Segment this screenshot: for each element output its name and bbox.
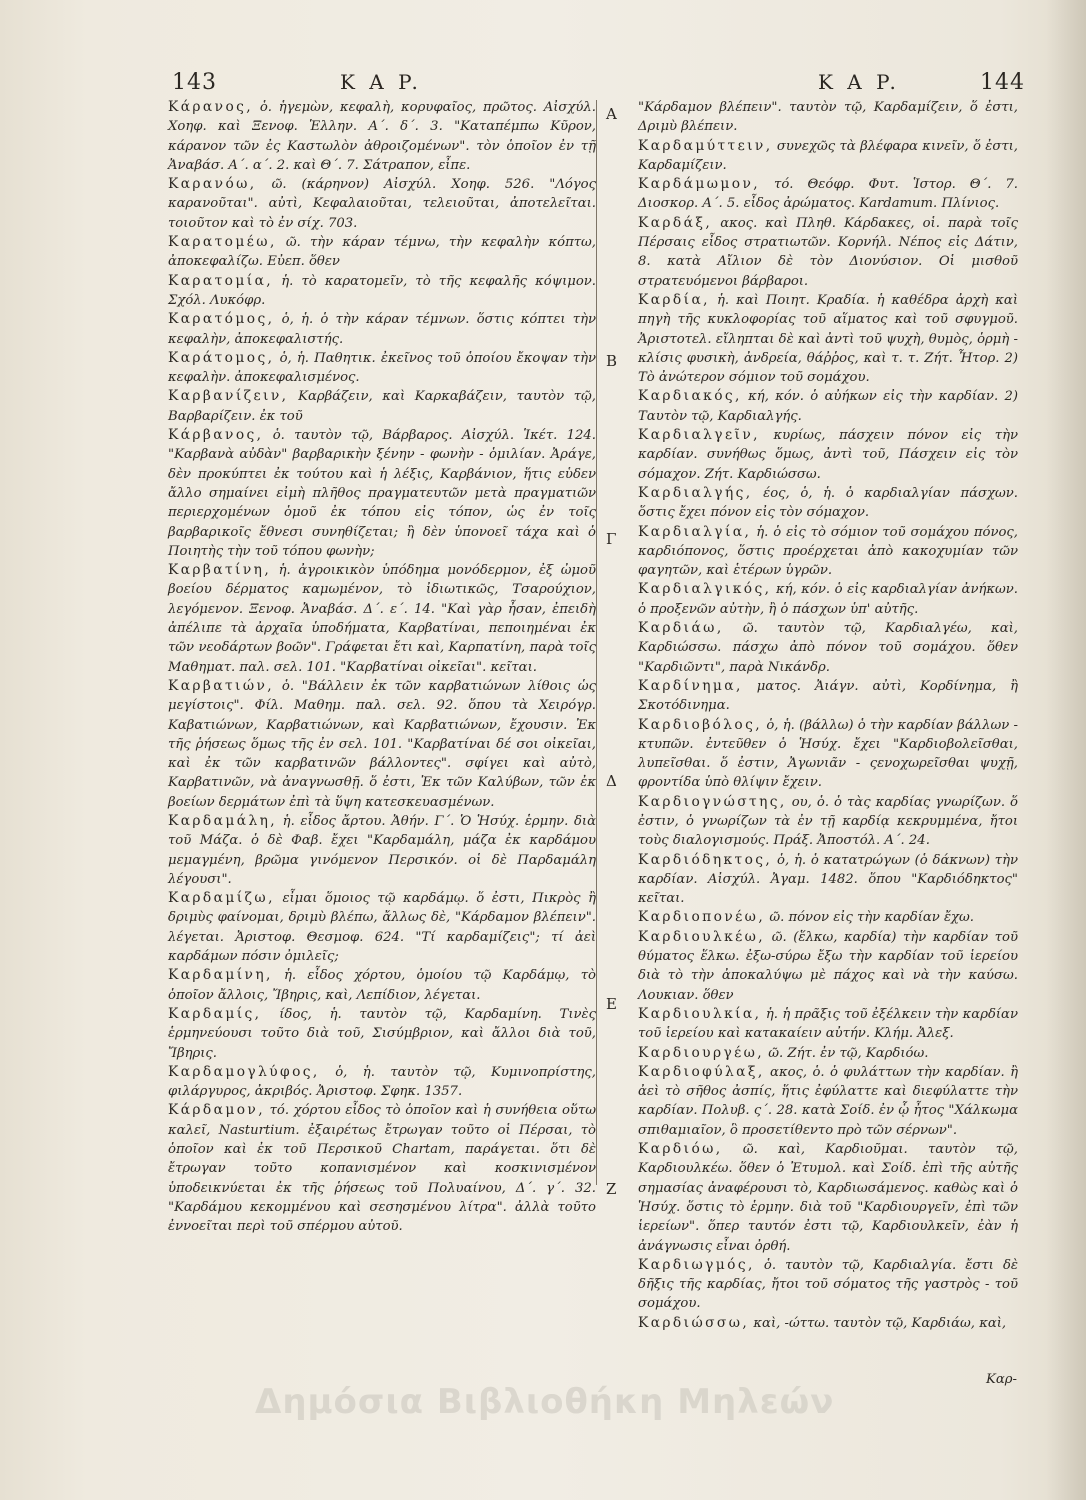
page-number-left: 143 — [172, 70, 217, 95]
margin-section-letter: A — [606, 105, 617, 123]
margin-section-letter: E — [606, 995, 617, 1013]
entry-definition: κυρίως, πάσχειν πόνον εἰς τὴν καρδίαν. συνήθως ὅμως, ἀντὶ τοῦ, Πάσχειν εἰς τὸν σόμαχον. Ζήτ. Καρδιώσσω. — [638, 428, 1018, 482]
dictionary-entry — [168, 426, 596, 561]
entry-headword: Καρατόμος, — [168, 311, 275, 328]
entry-headword: Καρδαμίζω, — [168, 890, 275, 907]
entry-definition: ὁ, ἡ. ταυτὸν τῷ, Κυμινοπρίστης, φιλάργυρος, ἀκριβός. Ἀριστοφ. Σφηκ. 1357. — [168, 1064, 596, 1100]
entry-headword: Καρδαμογλύφος, — [168, 1063, 320, 1080]
dictionary-entry — [638, 1005, 1018, 1044]
dictionary-entry — [168, 272, 596, 311]
entry-headword: Καρδιάω, — [638, 620, 724, 637]
dictionary-entry — [638, 793, 1018, 851]
dictionary-entry — [168, 1101, 596, 1236]
margin-section-letter: Z — [606, 1180, 617, 1198]
entry-definition: ακος. καὶ Πληθ. Κάρδακες, οἱ. παρὰ τοῖς Πέρσαις εἶδος στρατιωτῶν. Κορνήλ. Νέπος εἰς Δάτιν, 8. κατὰ Αἴλιον δὲ τὸν Διονύσιον. Οἱ μισθοῦ στρατευόμενοι βάρβαροι. — [638, 215, 1018, 289]
entry-definition: κή, κόν. ὁ αὐήκων εἰς τὴν καρδίαν. 2) Ταυτὸν τῷ, Καρδιαλγής. — [638, 389, 1018, 424]
entry-headword: Καρδιουλκία, — [638, 1005, 762, 1022]
entry-headword: Καρδιαλγία, — [638, 523, 752, 540]
entry-headword: Καρδιόδηκτος, — [638, 851, 773, 868]
entry-headword: Καρδιώσσω, — [638, 1314, 750, 1331]
dictionary-entry — [638, 387, 1018, 426]
entry-definition: συνεχῶς τὰ βλέφαρα κινεῖν, ὅ ἐστι, Καρδαμίζειν. — [638, 138, 1018, 173]
dictionary-entry — [168, 349, 596, 388]
entry-headword: Καρδιαλγικός, — [638, 581, 772, 598]
entry-definition: ῶ. (κάρηνον) Αἰσχύλ. Χοηφ. 526. "Λόγος καρανοῦται". αὐτὶ, Κεφαλαιοῦται, τελειοῦται, ἀποτελεῖται. τοιοῦτον καὶ τὸ ἐν σίχ. 703. — [168, 177, 596, 231]
running-head-left: K A P. — [340, 70, 422, 94]
entry-definition: ἡ. εἶδος χόρτου, ὁμοίου τῷ Καρδάμῳ, τὸ ὁποῖον ἄλλοις, Ἴβηρις, καὶ, Λεπίδιον, λέγεται. — [168, 968, 596, 1003]
margin-section-letter: Δ — [606, 772, 617, 790]
dictionary-entry — [168, 889, 596, 966]
entry-definition: ἡ. τὸ καρατομεῖν, τὸ τῆς κεφαλῆς κόψιμον. Σχόλ. Λυκόφρ. — [168, 273, 596, 308]
entry-definition: ῶ. (ἕλκω, καρδία) τὴν καρδίαν τοῦ θύματος ἕλκω. ἐξω-σύρω ἔξω τὴν καρδίαν τοῦ ἱερείου διὰ τὸ τὴν ἀποκαλύψω μὲ πάχος καὶ νὰ τὴν καύσω. Λουκιαν. ὅθεν — [638, 929, 1018, 1003]
dictionary-entry — [638, 426, 1018, 484]
entry-definition: ὁ, ἡ. Παθητικ. ἐκεῖνος τοῦ ὁποίου ἔκοψαν τὴν κεφαλὴν. ἀποκεφαλισμένος. — [168, 350, 596, 386]
entry-headword: Καρατομία, — [168, 272, 274, 289]
entry-headword: Καρδιοβόλος, — [638, 716, 763, 733]
entry-headword: Καρδιακός, — [638, 388, 742, 405]
page-number-right: 144 — [980, 70, 1025, 95]
dictionary-entry — [638, 137, 1018, 176]
dictionary-entry — [638, 619, 1018, 677]
entry-headword: Καρδία, — [638, 291, 710, 308]
dictionary-entry — [168, 812, 596, 889]
entry-definition: ου, ὁ. ὁ τὰς καρδίας γνωρίζων. ὅ ἐστιν, ὁ γνωρίζων τὰ ἐν τῇ καρδίᾳ κεκρυμμένα, ἤτοι τοὺς διαλογισμούς. Πράξ. Ἀποστόλ. Α΄. 24. — [638, 794, 1018, 849]
entry-headword: Καρδάμωμον, — [638, 176, 761, 193]
dictionary-entry — [638, 716, 1018, 793]
dictionary-entry — [168, 233, 596, 272]
running-head-right: K A P. — [818, 70, 900, 94]
entry-definition: ὁ, ἡ. ὁ τὴν κάραν τέμνων. ὅστις κόπτει τὴν κεφαλὴν, ἀποκεφαλιστής. — [168, 312, 596, 347]
entry-headword: Καρδάξ, — [638, 214, 713, 231]
entry-headword: Καρανόω, — [168, 176, 257, 193]
entry-headword: Καρδιογνώστης, — [638, 793, 787, 810]
entry-definition: ὁ. ταυτὸν τῷ, Βάρβαρος. Αἰσχύλ. Ἱκέτ. 124. "Καρβανὰ αὐδὰν" βαρβαρικὴν ξένην - φωνὴν - ὁμιλίαν. Ἀράγε, δὲν προκύπτει ἐκ τούτου καὶ ἡ λέξις, Καρβάνιον, ἥτις εὑδεν ἄλλο σημαίνει εἰμὴ πλῆθος πραγματευτῶν μετὰ πραγματιῶν περιερχομένων ὁμοῦ ἐκ τόπου εἰς τόπον, ὡς ἐν τοῖς βαρβαρικοῖς ἔθνεσι συνηθίζεται; ἢ δὲν ὑπονοεῖ τάχα καὶ ὁ Ποιητὴς τὴν τοῦ τόπου φωνὴν; — [168, 428, 596, 559]
entry-headword: Καρδιουλκέω, — [638, 928, 766, 945]
entry-definition: τό. Θεόφρ. Φυτ. Ἱστορ. Θ΄. 7. Διοσκορ. Α΄. 5. εἶδος ἀρώματος. Kardamum. Πλίνιος. — [638, 177, 1018, 212]
dictionary-entry — [638, 523, 1018, 581]
entry-headword: Καρδαμάλη, — [168, 812, 278, 829]
left-column — [168, 98, 596, 1237]
dictionary-entry — [638, 928, 1018, 1005]
catchword: Καρ- — [986, 1372, 1017, 1387]
dictionary-entry — [168, 175, 596, 233]
entry-headword: Καρδιουργέω, — [638, 1044, 765, 1061]
entry-definition: ὁ. "Βάλλειν ἐκ τῶν καρβατιώνων λίθοις ὡς μεγίστοις". Φίλ. Μαθημ. παλ. σελ. 92. ὅπου τὰ Χειρόγρ. Καβατιώνων, Καρβατιώνων, καὶ Καρβατιώνων, ἔχουσιν. Ἐκ τῆς ῥήσεως ὅμως τῆς ἐν σελ. 101. "Καρβατίναι δέ σοι οἰκεῖαι, καὶ ἐκ τῶν καρβατινῶν βάλλοντες". σφίγει καὶ αὐτὸ, Καρβατινῶν, νὰ ἀναγνωσθῇ. ὅ ἐστι, Ἐκ τῶν Καλύβων, τῶν ἐκ βοείων δερμάτων ἐπὶ τὰ ὕψη κατεσκευασμένων. — [168, 678, 596, 810]
dictionary-entry — [168, 561, 596, 677]
entry-definition: "Κάρδαμον βλέπειν". ταυτὸν τῷ, Καρδαμίζειν, ὅ ἐστι, Δριμὺ βλέπειν. — [638, 100, 1018, 135]
entry-definition: ακος, ὁ. ὁ φυλάττων τὴν καρδίαν. ἢ ἀεὶ τὸ σῆθος ἀσπίς, ἥτις ἐφύλαττε καὶ διεφύλαττε τὴν καρδίαν. Πολυβ. ς΄. 28. κατὰ Σοίδ. ἐν ᾧ ἦτος "Χάλκωμα σπιθαμιαῖον, ὃ προσετίθεντο πρὸ τῶν σέρνων". — [638, 1064, 1018, 1138]
entry-definition: ἡ. καὶ Ποιητ. Κραδία. ἡ καθέδρα ἀρχὴ καὶ πηγὴ τῆς κυκλοφορίας τοῦ αἵματος καὶ τοῦ σφυγμοῦ. Ἀριστοτελ. εἴληπται δὲ καὶ ἀντὶ τοῦ ψυχὴ, θυμὸς, ὁρμὴ - κλίσις φυσικὴ, ἀνδρεία, θάῤῥος, καὶ τ. τ. Ζήτ. Ἦτορ. 2) Τὸ ἀνώτερον σόμιον τοῦ σομάχου. — [638, 292, 1018, 386]
dictionary-entry — [638, 175, 1018, 214]
entry-headword: Κάρβανος, — [168, 427, 264, 444]
dictionary-entry — [638, 677, 1018, 716]
entry-headword: Καρβατιών, — [168, 677, 275, 694]
entry-headword: Καρατομέω, — [168, 234, 277, 251]
margin-section-letter: B — [606, 352, 618, 370]
dictionary-entry — [638, 1256, 1018, 1314]
entry-definition: ῶ. τὴν κάραν τέμνω, τὴν κεφαλὴν κόπτω, ἀποκεφαλίζω. Εὐεπ. ὅθεν — [168, 235, 596, 270]
entry-definition: κή, κόν. ὁ εἰς καρδιαλγίαν ἀνήκων. ὁ προξενῶν αὐτὴν, ἢ ὁ πάσχων ὑπ' αὐτῆς. — [638, 582, 1018, 617]
right-column — [638, 98, 1018, 1333]
entry-headword: Κάρανος, — [168, 99, 254, 115]
entry-headword: Καρδαμύττειν, — [638, 137, 773, 154]
dictionary-entry — [638, 851, 1018, 909]
entry-headword: Καρδιαλγής, — [638, 484, 753, 501]
entry-headword: Καρδιόω, — [638, 1141, 723, 1158]
dictionary-entry — [638, 1140, 1018, 1256]
entry-definition: ῶ. Ζήτ. ἐν τῷ, Καρδιόω. — [768, 1045, 929, 1061]
dictionary-entry — [638, 98, 1018, 137]
dictionary-entry — [168, 1063, 596, 1102]
entry-definition: Καρβάζειν, καὶ Καρκαβάζειν, ταυτὸν τῷ, Βαρβαρίζειν. ἐκ τοῦ — [168, 389, 596, 424]
entry-definition: ῶ. καὶ, Καρδιοῦμαι. ταυτὸν τῷ, Καρδιουλκέω. ὅθεν ὁ Ἐτυμολ. καὶ Σοίδ. ἐπὶ τῆς αὐτῆς σημασίας ἀναφέρουσι τὸ, Καρδιωσάμενος. καθὼς καὶ ὁ Ἡσύχ. ὅστις τὸ ἑρμην. διὰ τοῦ "Καρδιουργεῖν, ἐπὶ τῶν ἱερείων". ὅπερ ταυτόν ἐστι τῷ, Καρδιουλκεῖν, ἐὰν ἡ ἀνάγνωσις εἶναι ὀρθή. — [638, 1142, 1018, 1254]
entry-definition: ἡ. ὁ εἰς τὸ σόμιον τοῦ σομάχου πόνος, καρδιόπονος, ὅστις προέρχεται ἀπὸ κακοχυμίαν τῶν φαγητῶν, καὶ ἑτέρων ὑγρῶν. — [638, 524, 1018, 579]
entry-headword: Καρδιοφύλαξ, — [638, 1063, 765, 1080]
library-watermark: Δημόσια Βιβλιοθήκη Μηλεών — [255, 1382, 835, 1422]
column-rule — [596, 100, 597, 1185]
entry-definition: ἡ. ἀγροικικὸν ὑπόδημα μονόδερμον, ἐξ ὠμοῦ βοείου δέρματος καμωμένον, τὸ ἰδιωτικῶς, Τσαρούχιον, λεγόμενον. Ξενοφ. Ἀναβάσ. Δ΄. ε΄. 14. "Καὶ γὰρ ἦσαν, ἐπειδὴ ἀπέλιπε τὰ ἀρχαῖα ὑποδήματα, Καρβατίναι, πεποιημέναι ἐκ τῶν νεοδάρτων βοῶν". Γράφεται ἔτι καὶ, Καρπατίνη, παρὰ τοῖς Μαθηματ. παλ. σελ. 101. "Καρβατίναι οἰκεῖαι". κεῖται. — [168, 563, 596, 675]
entry-headword: Καρδίνημα, — [638, 677, 743, 694]
dictionary-entry — [638, 1063, 1018, 1140]
entry-headword: Καρδαμίνη, — [168, 967, 273, 984]
page-header — [0, 62, 1086, 102]
entry-headword: Καρβανίζειν, — [168, 388, 289, 405]
gutter-shadow — [1046, 0, 1086, 1500]
dictionary-entry — [638, 1314, 1018, 1333]
entry-headword: Καρδιαλγεῖν, — [638, 427, 760, 444]
entry-definition: ὁ. ἡγεμὼν, κεφαλὴ, κορυφαῖος, πρῶτος. Αἰσχύλ. Χοηφ. καὶ Ξενοφ. Ἑλλην. Α΄. δ΄. 3. "Καταπέμπω Κῦρον, κάρανον τῶν ἐς Καστωλὸν ἀθροιζομένων". τὸν ὁποῖον ἐν τῇ Ἀναβάσ. Α΄. α΄. 2. καὶ Θ΄. 7. Σάτραπον, εἶπε. — [168, 100, 596, 173]
entry-definition: ἡ. ἡ πρᾶξις τοῦ ἐξέλκειν τὴν καρδίαν τοῦ ἱερείου καὶ κατακαίειν αὐτήν. Κλήμ. Ἀλεξ. — [638, 1006, 1018, 1042]
entry-definition: ίδος, ἡ. ταυτὸν τῷ, Καρδαμίνη. Τινὲς ἑρμηνεύουσι τοῦτο διὰ τοῦ, Σισύμβριον, καὶ ἄλλοι διὰ τοῦ, Ἴβηρις. — [168, 1006, 596, 1061]
entry-headword: Καρβατίνη, — [168, 562, 272, 579]
entry-definition: ὁ. ταυτὸν τῷ, Καρδιαλγία. ἔστι δὲ δῆξις τῆς καρδίας, ἤτοι τοῦ σόματος τῆς γαστρὸς - τοῦ σομάχου. — [638, 1257, 1018, 1312]
dictionary-entry — [638, 1044, 1018, 1063]
dictionary-entry — [168, 1005, 596, 1063]
entry-definition: τό. χόρτου εἶδος τὸ ὁποῖον καὶ ἡ συνήθεια οὕτω καλεῖ, Nasturtium. ἐξαιρέτως ἔτρωγαν τοῦτο οἱ Πέρσαι, τὸ ὁποῖον καὶ ἐκ τοῦ Περσικοῦ Chartam, παράγεται. ὅτι δὲ ἔτρωγαν τοῦτο κοπανισμένον καὶ κοσκινισμένον ὑποδεικνύεται ἐκ τῆς ῥήσεως τοῦ Πολυαίνου, Δ΄. γ΄. 32. "Καρδάμου κεκομμένου καὶ σεσησμένου λίτρα". ἀλλὰ τοῦτο ἐννοεῖται περὶ τοῦ σπέρμου αὐτοῦ. — [168, 1103, 596, 1235]
dictionary-entry — [168, 310, 596, 349]
entry-headword: Καρδιωγμός, — [638, 1256, 755, 1273]
entry-definition: ὁ, ἡ. ὁ κατατρώγων (ὁ δάκνων) τὴν καρδίαν. Αἰσχύλ. Ἀγαμ. 1482. ὅπου "Καρδιόδηκτος" κεῖται. — [638, 852, 1018, 907]
dictionary-entry — [168, 387, 596, 426]
dictionary-entry — [168, 677, 596, 812]
dictionary-entry — [168, 98, 596, 175]
entry-definition: ῶ. πόνον εἰς τὴν καρδίαν ἔχω. — [769, 910, 974, 926]
entry-headword: Καρδαμίς, — [168, 1005, 262, 1022]
entry-headword: Κάρδαμον, — [168, 1102, 266, 1119]
dictionary-entry — [638, 214, 1018, 291]
entry-headword: Καράτομος, — [168, 349, 275, 366]
margin-section-letter: Γ — [606, 530, 617, 548]
entry-definition: εἶμαι ὅμοιος τῷ καρδάμῳ. ὅ ἐστι, Πικρὸς ἢ δριμὺς φαίνομαι, δριμὺ βλέπω, ἄλλως δὲ, "Κάρδαμον βλέπειν". λέγεται. Ἀριστοφ. Θεσμοφ. 624. "Τί καρδαμίζεις"; τί ἀεὶ καρδάμων πόσιν ὀμιλεῖς; — [168, 891, 596, 965]
entry-definition: έος, ὁ, ἡ. ὁ καρδιαλγίαν πάσχων. ὅστις ἔχει πόνον εἰς τὸν σόμαχον. — [638, 485, 1018, 521]
entry-definition: ἡ. εἶδος ἄρτου. Ἀθήν. Γ΄. Ὁ Ἡσύχ. ἑρμην. διὰ τοῦ Μάζα. ὁ δὲ Φαβ. ἔχει "Καρδαμάλη, μάζα ἐκ καρδάμου μεμαγμένη, βρῶμα γινόμενον Περσικόν. οἱ δὲ Παρδαμάλη λέγουσι". — [168, 813, 596, 887]
dictionary-entry — [638, 291, 1018, 387]
entry-headword: Καρδιοπονέω, — [638, 909, 766, 926]
entry-definition: καὶ, -ώττω. ταυτὸν τῷ, Καρδιάω, καὶ, — [753, 1315, 1007, 1331]
entry-definition: ῶ. ταυτὸν τῷ, Καρδιαλγέω, καὶ, Καρδιώσσω. πάσχω ἀπὸ πόνον τοῦ σομάχου. ὅθεν "Καρδιῶντι", παρὰ Νικάνδρ. — [638, 621, 1018, 675]
entry-definition: ματος. Ἀιάγν. αὐτὶ, Κορδίνημα, ἢ Σκοτόδινημα. — [638, 678, 1018, 714]
dictionary-entry — [638, 908, 1018, 927]
dictionary-entry — [638, 580, 1018, 619]
dictionary-entry — [638, 484, 1018, 523]
entry-definition: ὁ, ἡ. (βάλλω) ὁ τὴν καρδίαν βάλλων - κτυπῶν. ἐντεῦθεν ὁ Ἡσύχ. ἔχει "Καρδιοβολεῖσθαι, λυπεῖσθαι. ὅ ἐστιν, Ἀγωνιᾶν - ςενοχωρεῖσθαι ψυχῇ, φροντίδα ὑπὸ θλίψιν ἔχειν. — [638, 717, 1018, 791]
dictionary-entry — [168, 966, 596, 1005]
